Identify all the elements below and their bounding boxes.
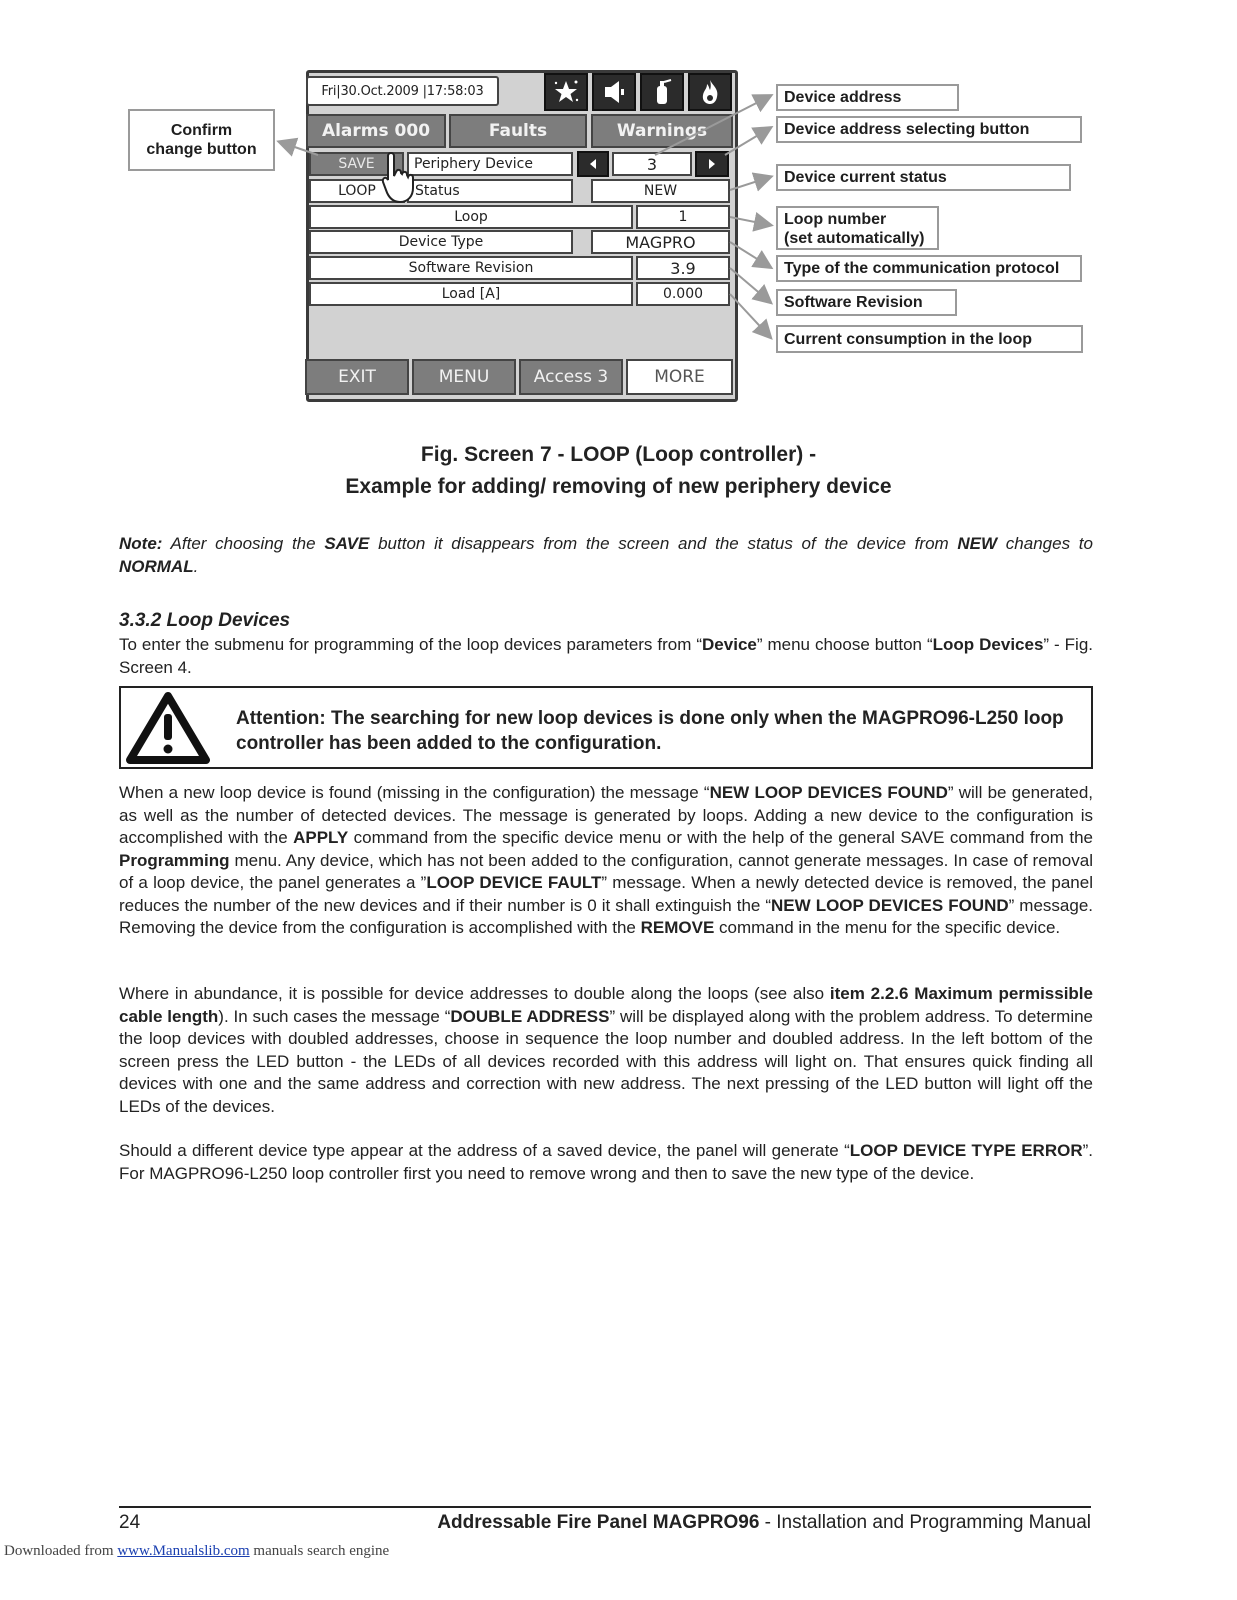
p1-text: ” message. Removing the device from the configuration is accomplished with the xyxy=(119,895,1094,937)
callout-loop-number-line1: Loop number xyxy=(784,211,887,228)
callout-software-revision: Software Revision xyxy=(776,289,957,316)
note-text: . xyxy=(193,556,199,576)
callout-loop-number xyxy=(776,206,939,250)
load-value: 0.000 xyxy=(636,282,730,306)
p1-bold: REMOVE xyxy=(640,918,715,937)
save-button[interactable]: SAVE xyxy=(309,152,404,176)
download-suffix: manuals search engine xyxy=(249,1543,390,1559)
warning-triangle-icon xyxy=(124,690,212,766)
load-label: Load [A] xyxy=(309,282,633,306)
callout-confirm-line1: Confirm xyxy=(170,122,233,139)
datetime-display: Fri|30.Oct.2009 |17:58:03 xyxy=(306,76,499,106)
attention-text: Attention: The searching for new loop devices is done only when the MAGPRO96-L250 loop controller has been added to the configuration. xyxy=(236,708,1064,754)
p1-bold: NEW LOOP DEVICES FOUND xyxy=(709,783,948,802)
p2-text: ” will be displayed along with the problem address. To determine the loop devices with doubled addresses, choose in sequence the loop number and doubled address. In the left bottom of the screen press the LED button - the LEDs of all devices recorded with this address will light on. That ensures quick finding all devices with one and the same address and correction with new address. The next pressing of the LED button will light off the LEDs of the devices. xyxy=(119,1006,1093,1116)
p3-text: ”. For MAGPRO96-L250 loop controller first you need to remove wrong and then to save the new type of the device. xyxy=(119,1141,1094,1183)
footer-title-bold: Addressable Fire Panel MAGPRO96 xyxy=(437,1512,760,1533)
paragraph-new-devices xyxy=(119,782,1093,940)
p3-text: Should a different device type appear at the address of a saved device, the panel will generate “ xyxy=(119,1141,850,1160)
note-text: button it disappears from the screen and the status of the device from xyxy=(369,534,958,553)
p2-bold: DOUBLE ADDRESS xyxy=(450,1006,610,1026)
callout-address-selecting: Device address selecting button xyxy=(776,116,1082,143)
p1-text: command in the menu for the specific device. xyxy=(714,918,1061,937)
device-address-value: 3 xyxy=(612,152,692,176)
download-note xyxy=(4,1543,389,1560)
device-type-label: Device Type xyxy=(309,230,573,254)
p2-text: Where in abundance, it is possible for device addresses to double along the loops (see also xyxy=(119,984,830,1003)
download-prefix: Downloaded from xyxy=(4,1543,118,1559)
callout-protocol: Type of the communication protocol xyxy=(776,255,1082,282)
software-revision-value: 3.9 xyxy=(636,256,730,280)
tab-warnings[interactable]: Warnings xyxy=(591,114,733,148)
loop-row-value: 1 xyxy=(636,205,730,229)
callout-current-status: Device current status xyxy=(776,164,1071,191)
note-new: NEW xyxy=(957,534,998,553)
callout-device-address: Device address xyxy=(776,84,959,111)
intro-text: ” menu choose button “ xyxy=(756,635,933,654)
access-button[interactable]: Access 3 xyxy=(519,359,623,395)
section-intro xyxy=(119,634,1093,679)
p1-bold: LOOP DEVICE FAULT xyxy=(426,873,602,892)
periphery-device-label: Periphery Device xyxy=(407,152,573,176)
intro-text: To enter the submenu for programming of the loop devices parameters from “ xyxy=(119,635,703,654)
intro-text: ” - Fig. Screen 4. xyxy=(119,635,1094,677)
callout-confirm-change xyxy=(128,109,275,171)
note-text: changes to xyxy=(997,534,1093,553)
p1-text: menu. Any device, which has not been added to the configuration, cannot generate messages. In case of removal of a loop device, the panel generates a ” xyxy=(119,850,1093,892)
loop-row-label: Loop xyxy=(309,205,633,229)
callout-confirm-line2: change button xyxy=(146,141,257,158)
figure-caption-line2: Example for adding/ removing of new periphery device xyxy=(345,475,892,498)
callout-consumption: Current consumption in the loop xyxy=(776,325,1083,353)
loop-button[interactable]: LOOP xyxy=(309,179,405,203)
figure-caption-line1: Fig. Screen 7 - LOOP (Loop controller) - xyxy=(420,443,817,466)
p1-text: command from the specific device menu or with the help of the general SAVE command from the xyxy=(348,828,1093,847)
p1-bold: APPLY xyxy=(293,828,349,847)
note-label: Note: xyxy=(119,534,163,553)
footer-title-rest: - Installation and Programming Manual xyxy=(759,1512,1091,1533)
p2-bold: item 2.2.6 Maximum permissible cable length xyxy=(119,984,1093,1026)
status-value: NEW xyxy=(591,179,730,203)
device-type-value: MAGPRO xyxy=(591,230,730,254)
p3-bold: LOOP DEVICE TYPE ERROR xyxy=(849,1141,1083,1160)
p1-text: When a new loop device is found (missing in the configuration) the message “ xyxy=(119,783,710,802)
manualslib-link[interactable]: www.Manualslib.com xyxy=(117,1543,250,1559)
tab-faults[interactable]: Faults xyxy=(449,114,587,148)
intro-loop-devices: Loop Devices xyxy=(932,635,1044,654)
p1-bold: Programming xyxy=(119,850,230,870)
more-button[interactable]: MORE xyxy=(626,359,733,395)
note-paragraph xyxy=(119,533,1093,578)
software-revision-label: Software Revision xyxy=(309,256,633,280)
exit-button[interactable]: EXIT xyxy=(305,359,409,395)
note-save: SAVE xyxy=(324,534,370,553)
footer-rule xyxy=(119,1506,1091,1508)
p2-text: ). In such cases the message “ xyxy=(218,1006,451,1026)
status-label: Status xyxy=(407,179,573,203)
tab-alarms[interactable]: Alarms 000 xyxy=(306,114,446,148)
page-number: 24 xyxy=(119,1512,141,1533)
paragraph-double-address xyxy=(119,983,1093,1118)
note-normal: NORMAL xyxy=(119,556,194,576)
callout-loop-number-line2: (set automatically) xyxy=(784,230,925,247)
callout-arrows xyxy=(0,0,1237,420)
p1-text: ” will be generated, as well as the number of detected devices. The message is generated by loops. Adding a new device to the configuration is accomplished with the xyxy=(119,783,1093,847)
p1-bold: NEW LOOP DEVICES FOUND xyxy=(771,895,1009,915)
footer-title xyxy=(437,1512,1091,1534)
section-heading: 3.3.2 Loop Devices xyxy=(119,610,291,631)
note-text: After choosing the xyxy=(162,534,325,553)
menu-button[interactable]: MENU xyxy=(412,359,516,395)
intro-device: Device xyxy=(702,635,757,654)
p1-text: ” message. When a newly detected device is removed, the panel reduces the number of the new devices and if their number is 0 it shall extinguish the “ xyxy=(119,873,1093,915)
paragraph-type-error xyxy=(119,1140,1093,1185)
